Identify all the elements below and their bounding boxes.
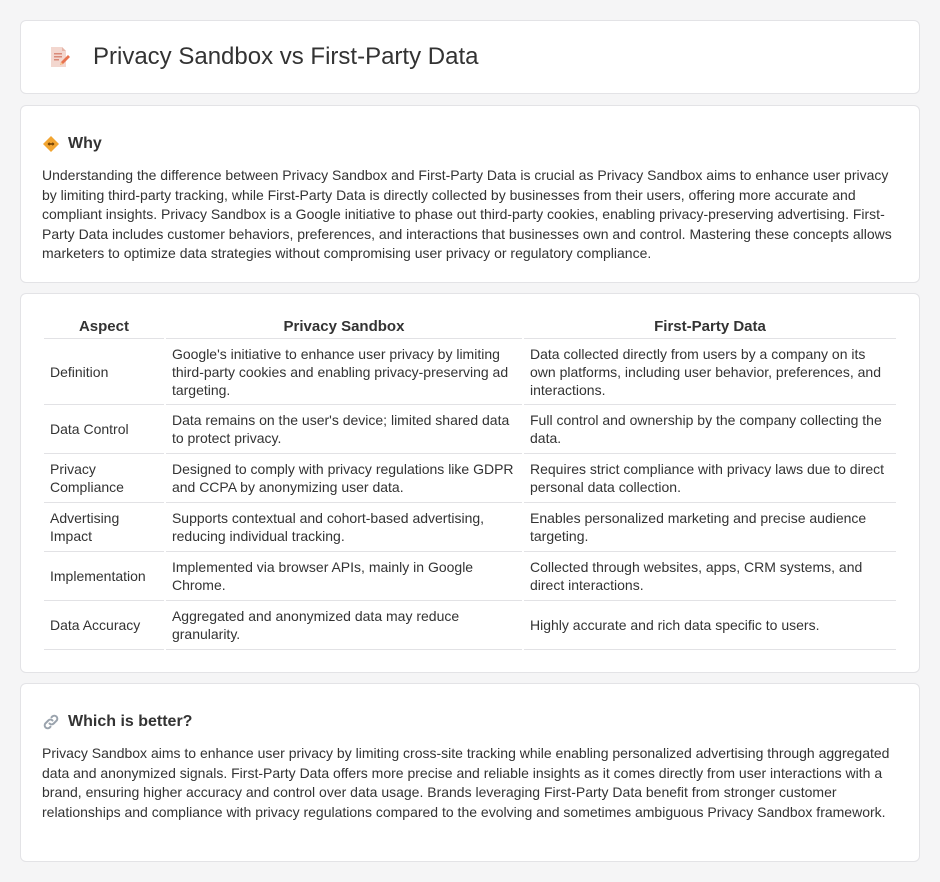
first-party-data-cell: Highly accurate and rich data specific to users.: [524, 601, 896, 650]
table-row: [44, 552, 896, 601]
aspect-cell: Data Control: [44, 405, 164, 454]
first-party-data-cell: Full control and ownership by the company collecting the data.: [524, 405, 896, 454]
first-party-data-cell: Data collected directly from users by a company on its own platforms, including user behavior, preferences, and interactions.: [524, 339, 896, 405]
table-row: [44, 454, 896, 503]
why-text: Understanding the difference between Privacy Sandbox and First-Party Data is crucial as Privacy Sandbox aims to enhance user privacy by limiting third-party tracking, while First-Party Data is directly collected by businesses from their users, offering more accurate and compliant insights. Privacy Sandbox is a Google initiative to phase out third-party cookies, enabling privacy-preserving advertising. First-Party Data includes customer behaviors, preferences, and interactions that businesses own and control. Mastering these concepts allows marketers to optimize data strategies without compromising user privacy or regulatory compliance.: [42, 167, 892, 261]
privacy-sandbox-cell: Data remains on the user's device; limited shared data to protect privacy.: [166, 405, 522, 454]
header-privacy-sandbox: Privacy Sandbox: [166, 314, 522, 339]
privacy-sandbox-cell: Supports contextual and cohort-based advertising, reducing individual tracking.: [166, 503, 522, 552]
first-party-data-cell: Collected through websites, apps, CRM systems, and direct interactions.: [524, 552, 896, 601]
aspect-cell: Privacy Compliance: [44, 454, 164, 503]
aspect-cell: Advertising Impact: [44, 503, 164, 552]
table-row: [44, 601, 896, 650]
link-icon: [42, 713, 60, 731]
privacy-sandbox-cell: Aggregated and anonymized data may reduce granularity.: [166, 601, 522, 650]
privacy-sandbox-cell: Designed to comply with privacy regulations like GDPR and CCPA by anonymizing user data.: [166, 454, 522, 503]
which-is-better-section: [20, 683, 920, 862]
table-row: [44, 339, 896, 405]
aspect-cell: Definition: [44, 339, 164, 405]
aspect-cell: Implementation: [44, 552, 164, 601]
which-is-better-text: Privacy Sandbox aims to enhance user privacy by limiting cross-site tracking while enabling personalized advertising through aggregated data and anonymized signals. First-Party Data offers more precise and reliable insights as it comes directly from user interactions with a brand, ensuring higher accuracy and control over data usage. Brands leveraging First-Party Data benefit from stronger customer relationships and compliance with privacy regulations compared to the evolving and sometimes ambiguous Privacy Sandbox framework.: [42, 745, 890, 820]
privacy-sandbox-cell: Implemented via browser APIs, mainly in Google Chrome.: [166, 552, 522, 601]
why-section: [20, 105, 920, 283]
which-is-better-title: Which is better?: [68, 712, 193, 730]
document-pencil-icon: [47, 45, 71, 69]
diamond-warning-icon: [42, 135, 60, 153]
first-party-data-cell: Requires strict compliance with privacy laws due to direct personal data collection.: [524, 454, 896, 503]
comparison-table: [42, 314, 898, 650]
privacy-sandbox-cell: Google's initiative to enhance user privacy by limiting third-party cookies and enabling privacy-preserving ad targeting.: [166, 339, 522, 405]
header-aspect: Aspect: [44, 314, 164, 339]
why-title: Why: [68, 134, 102, 152]
table-row: [44, 405, 896, 454]
page-title: Privacy Sandbox vs First-Party Data: [93, 43, 479, 70]
table-header-row: [44, 314, 896, 339]
comparison-card: [20, 293, 920, 673]
table-row: [44, 503, 896, 552]
header-first-party-data: First-Party Data: [524, 314, 896, 339]
aspect-cell: Data Accuracy: [44, 601, 164, 650]
header-card: [20, 20, 920, 94]
first-party-data-cell: Enables personalized marketing and precise audience targeting.: [524, 503, 896, 552]
